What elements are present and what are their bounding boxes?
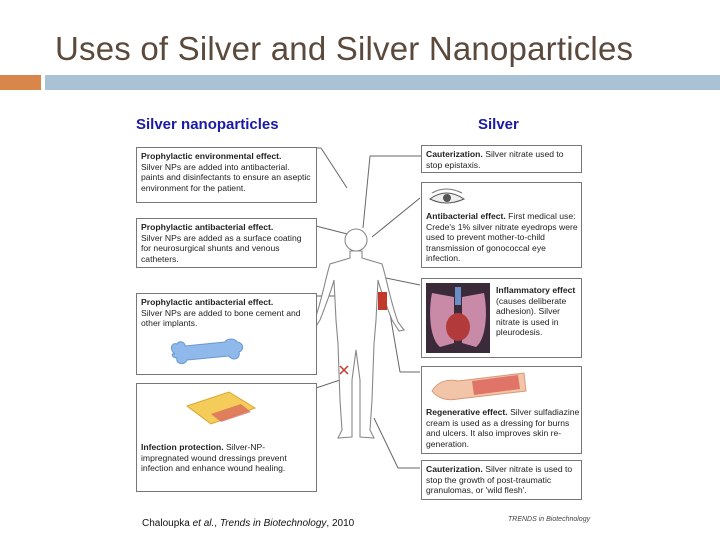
box-infection-protection: Infection protection. Silver-NP-impregnated wound dressings prevent infection and enhance wound healing. bbox=[136, 383, 317, 492]
box-antibacterial-eyedrops: Antibacterial effect. First medical use: Crede's 1% silver nitrate eyedrops were used to prevent mother-to-child transmission of gonococcal eye infection. bbox=[421, 182, 582, 268]
box-antibacterial-coating: Prophylactic antibacterial effect. Silver NPs are added as a surface coating for neurosurgical shunts and venous catheters. bbox=[136, 218, 317, 268]
bone-illustration bbox=[167, 336, 247, 366]
slide-title: Uses of Silver and Silver Nanoparticles bbox=[55, 30, 634, 67]
box-cauterization-epistaxis: Cauterization. Silver nitrate used to stop epistaxis. bbox=[421, 145, 582, 173]
box-cauterization-granulomas: Cauterization. Silver nitrate is used to stop the growth of post-traumatic granulomas, or 'wild flesh'. bbox=[421, 460, 582, 500]
box-regenerative-effect: Regenerative effect. Silver sulfadiazine cream is used as a dressing for burns and ulcers. It also improves skin re-generation. bbox=[421, 366, 582, 454]
source-label: TRENDS in Biotechnology bbox=[508, 516, 591, 523]
arm-burn-illustration bbox=[428, 371, 528, 403]
marker-arm bbox=[378, 292, 387, 310]
header-silver-nanoparticles: Silver nanoparticles bbox=[136, 116, 279, 133]
box-bone-cement: Prophylactic antibacterial effect. Silver NPs are added to bone cement and other implants. bbox=[136, 293, 317, 375]
eye-illustration bbox=[428, 187, 468, 207]
wound-dressing-illustration bbox=[181, 388, 261, 428]
box-inflammatory-effect: Inflammatory effect (causes deliberate adhesion). Silver nitrate is used in pleurodesis. bbox=[421, 278, 582, 358]
lungs-heart-illustration bbox=[426, 283, 490, 353]
human-body-outline bbox=[308, 229, 404, 438]
header-silver: Silver bbox=[478, 116, 519, 133]
citation: Chaloupka et al., Trends in Biotechnology, 2010 bbox=[142, 518, 355, 529]
box-environmental-effect: Prophylactic environmental effect. Silver NPs are added into antibacterial. paints and disinfectants to ensure an aseptic environment for the patient. bbox=[136, 147, 317, 203]
